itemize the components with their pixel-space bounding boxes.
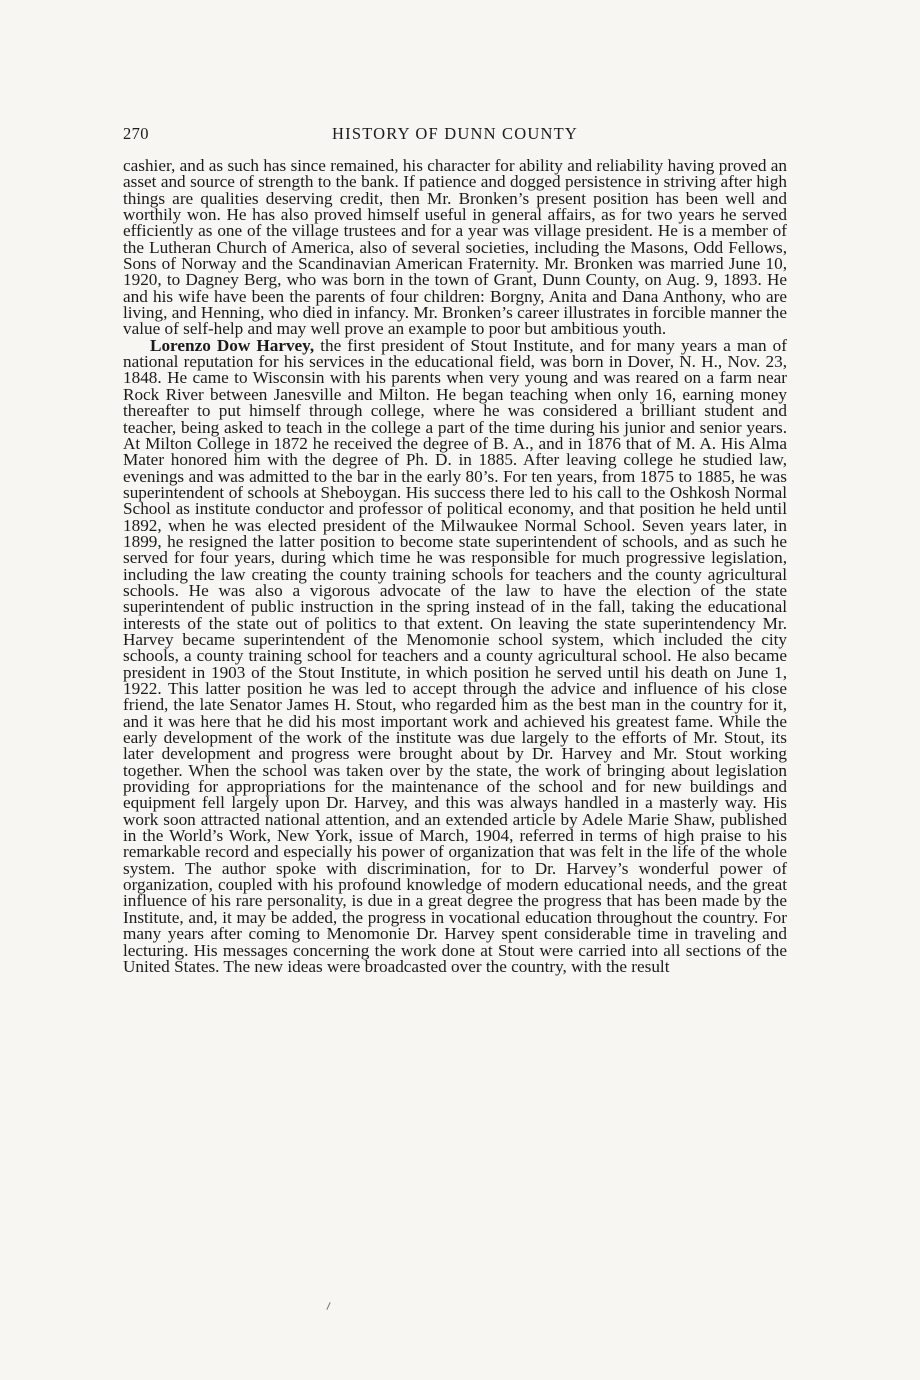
page-body [123, 158, 787, 975]
paragraph-harvey-text: the first president of Stout Institute, and for many years a man of national reputation for his services in the educational field, was born in Dover, N. H., Nov. 23, 1848. He came to Wisconsin with his parents when very young and was reared on a farm near Rock River between Janesville and Milton. He began teaching when only 16, earning money thereafter to put himself through college, where he was considered a brilliant student and teacher, being asked to teach in the college a part of the time during his junior and senior years. At Milton College in 1872 he received the degree of B. A., and in 1876 that of M. A. His Alma Mater honored him with the degree of Ph. D. in 1885. After leaving college he studied law, evenings and was admitted to the bar in the early 80’s. For ten years, from 1875 to 1885, he was superintendent of schools at Sheboygan. His success there led to his call to the Oshkosh Normal School as institute conductor and professor of political economy, and that position he held until 1892, when he was elected president of the Milwaukee Normal School. Seven years later, in 1899, he resigned the latter position to become state superintendent of schools, and as such he served for four years, during which time he was responsible for much progressive legislation, including the law creating the county training schools for teachers and the county agricultural schools. He was also a vigorous advocate of the law to have the election of the state superintendent of public instruction in the spring instead of in the fall, taking the educational interests of the state out of politics to that extent. On leaving the state superintendency Mr. Harvey became superintendent of the Menomonie school system, which included the city schools, a county training school for teachers and a county agricultural school. He also became president in 1903 of the Stout Institute, in which position he served until his death on June 1, 1922. This latter position he was led to accept through the advice and influence of his close friend, the late Senator James H. Stout, who regarded him as the best man in the country for it, and it was here that he did his most important work and achieved his greatest fame. While the early development of the work of the institute was due largely to the efforts of Mr. Stout, its later development and progress were brought about by Dr. Harvey and Mr. Stout working together. When the school was taken over by the state, the work of bringing about legislation providing for appropriations for the maintenance of the school and for new buildings and equipment fell largely upon Dr. Harvey, and this was always handled in a masterly way. His work soon attracted national attention, and an extended article by Adele Marie Shaw, published in the World’s Work, New York, issue of March, 1904, referred in terms of high praise to his remarkable record and especially his power of organization that was felt in the life of the whole system. The author spoke with discrimination, for to Dr. Harvey’s wonderful power of organization, coupled with his profound knowledge of modern educational needs, and the great influence of his rare personality, is due in a great degree the progress that has been made by the Institute, and, it may be added, the progress in vocational education throughout the country. For many years after coming to Menomonie Dr. Harvey spent considerable time in traveling and lecturing. His messages concerning the work done at Stout were carried into all sections of the United States. The new ideas were broadcasted over the country, with the result [123, 335, 787, 976]
stray-mark [326, 1302, 330, 1310]
paragraph-harvey [123, 335, 787, 976]
subject-name: Lorenzo Dow Harvey, [150, 335, 315, 355]
page-number: 270 [123, 124, 149, 143]
paragraph-bronken: cashier, and as such has since remained, his character for ability and reliability having proved an asset and source of strength to the bank. If patience and dogged persistence in striving after high things are qualities deserving credit, then Mr. Bronken’s present position has been well and worthily won. He has also proved himself useful in general affairs, as for two years he served efficiently as one of the village trustees and for a year was village president. He is a member of the Lutheran Church of America, also of several societies, including the Masons, Odd Fellows, Sons of Norway and the Scandinavian American Fraternity. Mr. Bronken was married June 10, 1920, to Dagney Berg, who was born in the town of Grant, Dunn County, on Aug. 9, 1893. He and his wife have been the parents of four children: Borgny, Anita and Dana Anthony, who are living, and Henning, who died in infancy. Mr. Bronken’s career illustrates in forcible manner the value of self-help and may well prove an example to poor but ambitious youth. [123, 156, 787, 339]
book-title: HISTORY OF DUNN COUNTY [332, 124, 578, 143]
